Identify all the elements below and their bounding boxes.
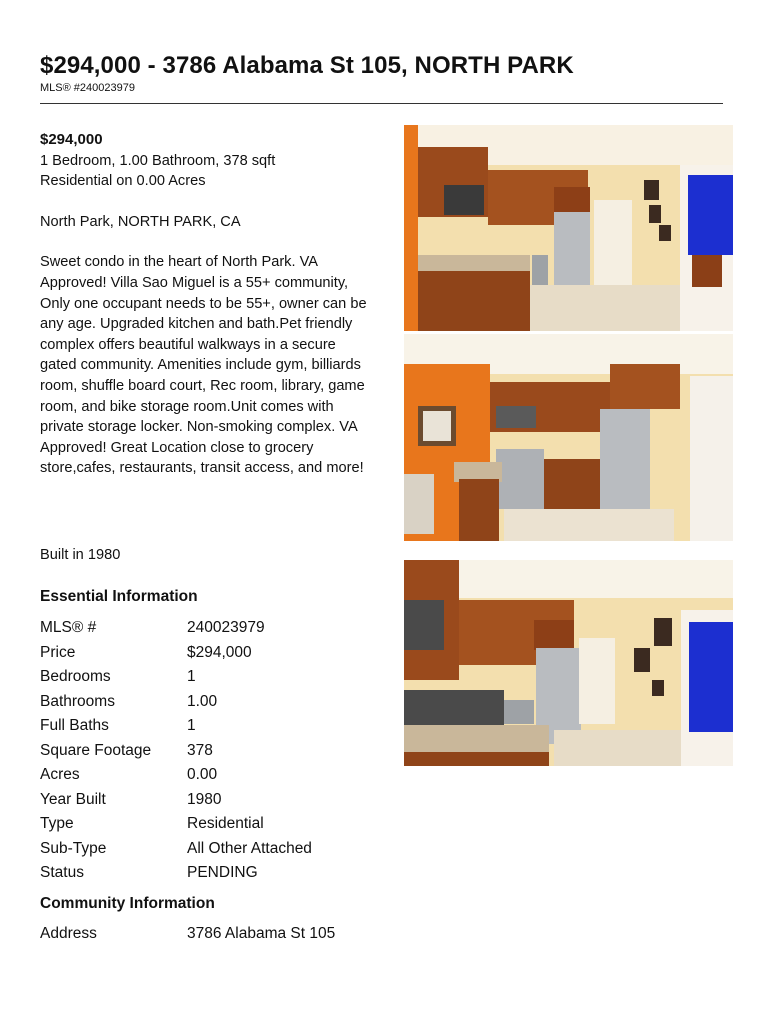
info-label: Status [40, 864, 84, 882]
info-row [40, 788, 370, 813]
info-value: 240023979 [187, 619, 265, 637]
info-label: Bedrooms [40, 668, 111, 686]
info-value: 1980 [187, 790, 222, 808]
summary-price: $294,000 [40, 131, 103, 148]
info-row [40, 922, 370, 947]
info-row [40, 861, 370, 886]
kitchen-photo-image [404, 334, 733, 541]
listing-title: $294,000 - 3786 Alabama St 105, NORTH PARK [40, 52, 574, 79]
info-label: Address [40, 925, 97, 943]
info-row [40, 665, 370, 690]
summary-type: Residential on 0.00 Acres [40, 173, 206, 190]
info-row [40, 616, 370, 641]
info-row [40, 739, 370, 764]
kitchen-photo-image [404, 560, 733, 766]
info-label: Acres [40, 766, 80, 784]
summary-location: North Park, NORTH PARK, CA [40, 213, 241, 230]
info-value: $294,000 [187, 643, 252, 661]
summary-rooms: 1 Bedroom, 1.00 Bathroom, 378 sqft [40, 152, 276, 169]
info-row [40, 812, 370, 837]
info-label: Bathrooms [40, 692, 115, 710]
kitchen-photo-image [404, 125, 733, 331]
info-value: 1 [187, 717, 196, 735]
info-value: 0.00 [187, 766, 218, 784]
community-info-heading: Community Information [40, 895, 215, 912]
built-year: Built in 1980 [40, 547, 121, 563]
info-label: Square Footage [40, 741, 152, 759]
listing-photo-3[interactable] [404, 560, 733, 766]
info-value: 378 [187, 741, 213, 759]
community-info-table [40, 922, 370, 947]
info-row [40, 763, 370, 788]
info-label: Type [40, 815, 74, 833]
info-row [40, 714, 370, 739]
info-value: All Other Attached [187, 839, 312, 857]
header-divider [40, 103, 723, 104]
info-value: Residential [187, 815, 264, 833]
info-label: Full Baths [40, 717, 109, 735]
summary-block [40, 130, 370, 479]
info-row [40, 837, 370, 862]
info-label: Sub-Type [40, 839, 107, 857]
info-row [40, 641, 370, 666]
listing-photo-2[interactable] [404, 334, 733, 541]
info-value: 1.00 [187, 692, 218, 710]
essential-info-table [40, 616, 370, 886]
info-value: 3786 Alabama St 105 [187, 925, 336, 943]
essential-info-heading: Essential Information [40, 588, 198, 605]
info-label: MLS® # [40, 619, 97, 637]
info-value: PENDING [187, 864, 258, 882]
listing-description: Sweet condo in the heart of North Park. VA Approved! Villa Sao Miguel is a 55+ community, Only one occupant needs to be 55+, owner can be any age. Upgraded kitchen and bath.Pet friendly complex offers beautiful walkways in a secure gated community. Amenities include gym, billiards room, shuffle board court, Rec room, library, game room, and bike storage room.Unit comes with private storage locker. Non-smoking complex. VA Approved! Great Location close to grocery store,cafes, restaurants, transit access, and more! [40, 254, 367, 477]
info-row [40, 690, 370, 715]
info-value: 1 [187, 668, 196, 686]
info-label: Price [40, 643, 76, 661]
info-label: Year Built [40, 790, 106, 808]
mls-number: MLS® #240023979 [40, 82, 135, 94]
listing-photo-1[interactable] [404, 125, 733, 331]
